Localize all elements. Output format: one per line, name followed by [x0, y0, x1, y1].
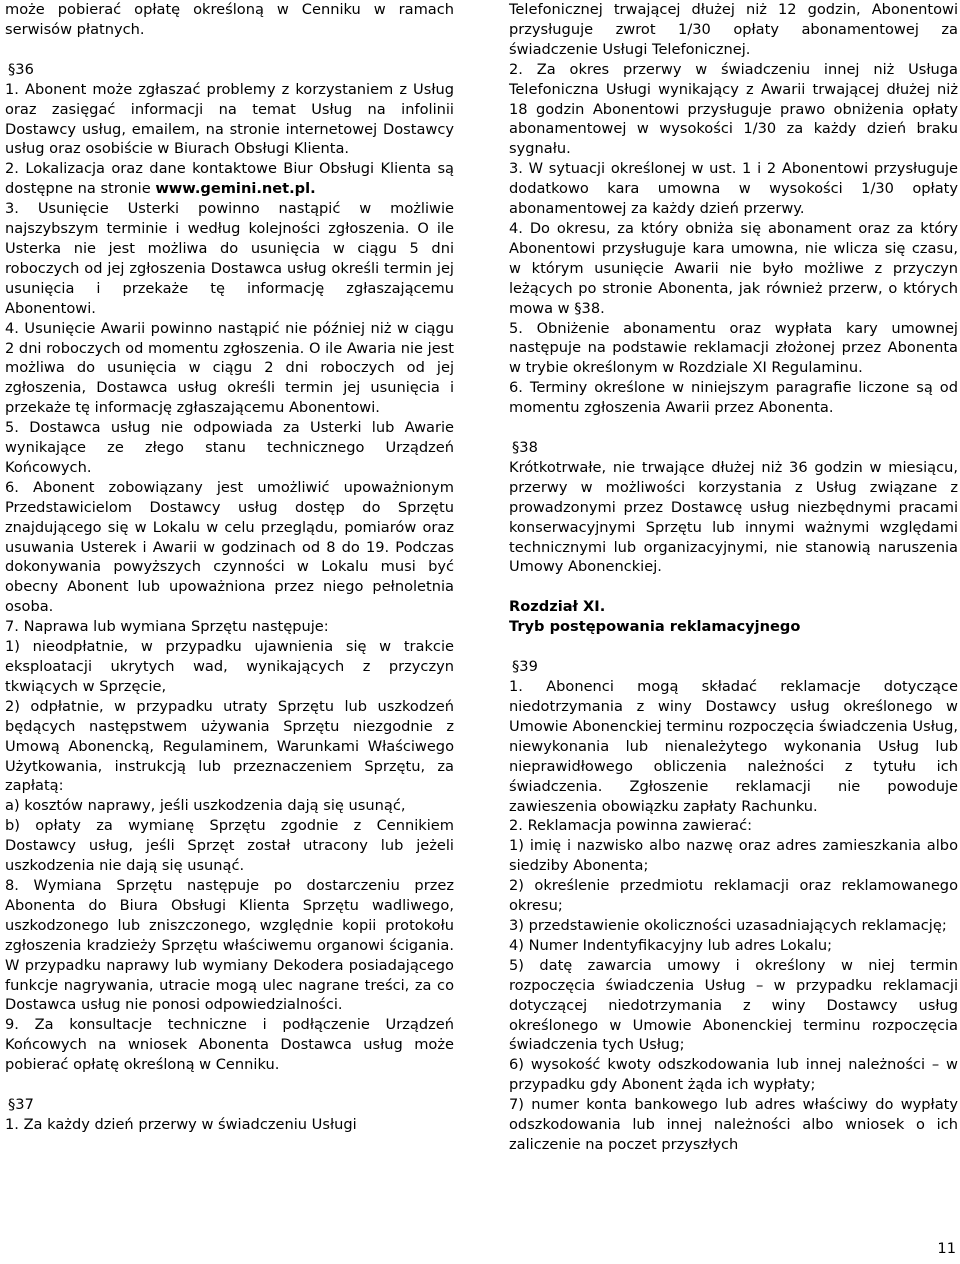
paragraph [509, 1055, 958, 1095]
paragraph [5, 0, 454, 40]
paragraph [509, 219, 958, 319]
paragraph [509, 0, 958, 60]
paragraph [5, 876, 454, 1015]
paragraph-text: 5) datę zawarcia umowy i określony w niej termin rozpoczęcia świadczenia Usług – w przypadku reklamacji dotyczącej niedotrzymania z winy Dostawcy usług określonego w Umowie Abonenckiej terminu rozpoczęcia świadczenia tych Usług; [509, 956, 958, 1054]
paragraph [509, 956, 958, 1056]
paragraph-text: 4. Usunięcie Awarii powinno nastąpić nie później niż w ciągu 2 dni roboczych od momentu zgłoszenia. O ile Awaria nie jest możliwa do usunięcia w ciągu 2 dni roboczych od jej zgłoszenia, Dostawca usług określi termin jej usunięcia i przekaże tę informację zgłaszającemu Abonentowi. [5, 319, 454, 417]
paragraph [509, 936, 958, 956]
paragraph [509, 876, 958, 916]
paragraph-text: 4) Numer Indentyfikacyjny lub adres Lokalu; [509, 936, 833, 954]
paragraph-text: 6. Terminy określone w niniejszym paragrafie liczone są od momentu zgłoszenia Awarii przez Abonenta. [509, 379, 958, 417]
paragraph-text: 1. Abonenci mogą składać reklamacje dotyczące niedotrzymania z winy Dostawcy usług określonego w Umowie Abonenckiej terminu rozpoczęcia świadczenia Usług, niewykonania lub nienależytego wykonania Usług lub nieprawidłowego obliczenia należności z tytułu ich świadczenia. Zgłoszenie reklamacji nie powoduje zawieszenia obowiązku zapłaty Rachunku. [509, 678, 958, 815]
paragraph-text: 9. Za konsultacje techniczne i podłączenie Urządzeń Końcowych na wniosek Abonenta Dostawca usług może pobierać opłatę określoną w Cenniku. [5, 1016, 454, 1074]
paragraph-spacer [509, 577, 958, 597]
paragraph [509, 458, 958, 577]
paragraph-text: 5. Obniżenie abonamentu oraz wypłata kary umownej następuje na podstawie reklamacji złożonej przez Abonenta w trybie określonym w Rozdziale XI Regulaminu. [509, 319, 958, 377]
chapter-title [509, 617, 958, 637]
paragraph-text: 6. Abonent zobowiązany jest umożliwić upoważnionym Przedstawicielom Dostawcy usług dostęp do Sprzętu znajdującego się w Lokalu w celu przeglądu, pomiarów oraz usuwania Usterek i Awarii w godzinach od 8 do 19. Podczas dokonywania powyższych czynności w Lokalu musi być obecny Abonent lub upoważniona przez niego pełnoletnia osoba. [5, 478, 454, 616]
paragraph-text: 2) odpłatnie, w przypadku utraty Sprzętu lub uszkodzeń będących następstwem używania Sprzętu niezgodnie z Umową Abonencką, Regulaminem, Warunkami Właściwego Użytkowania, instrukcją lub przeznaczeniem Sprzętu, za zapłatą: [5, 697, 454, 795]
paragraph-text: a) kosztów naprawy, jeśli uszkodzenia dają się usunąć, [5, 797, 406, 815]
paragraph-text: b) opłaty za wymianę Sprzętu zgodnie z Cennikiem Dostawcy usług, jeśli Sprzęt został utracony lub jeżeli uszkodzenia nie dają się usunąć. [5, 817, 454, 875]
paragraph-text: §36 [8, 60, 34, 78]
paragraph-spacer [5, 40, 454, 60]
paragraph-text: 1. Abonent może zgłaszać problemy z korzystaniem z Usług oraz zasięgać informacji na temat Usług na infolinii Dostawcy usług, emailem, na stronie internetowej Dostawcy usług oraz osobiście w Biurach Obsługi Klienta. [5, 80, 454, 158]
paragraph-text: 2) określenie przedmiotu reklamacji oraz reklamowanego okresu; [509, 877, 958, 915]
paragraph [5, 617, 454, 637]
paragraph-text: 3. W sytuacji określonej w ust. 1 i 2 Abonentowi przysługuje dodatkowo kara umowna w wysokości 1/30 opłaty abonamentowej za każdy dzień przerwy. [509, 160, 958, 218]
paragraph [5, 816, 454, 876]
bold-text: www.gemini.net.pl. [155, 180, 316, 198]
paragraph [5, 637, 454, 697]
chapter-title [509, 597, 958, 617]
paragraph-text: 1. Za każdy dzień przerwy w świadczeniu Usługi [5, 1115, 357, 1133]
left-column [5, 0, 454, 1135]
paragraph-spacer [509, 637, 958, 657]
paragraph-text: 2. Lokalizacja oraz dane kontaktowe Biur Obsługi Klienta są dostępne na stronie [5, 160, 454, 198]
paragraph [5, 159, 454, 199]
paragraph [5, 319, 454, 419]
paragraph-text: może pobierać opłatę określoną w Cenniku w ramach serwisów płatnych. [5, 1, 454, 38]
paragraph [509, 677, 958, 816]
paragraph [5, 1115, 454, 1135]
paragraph [5, 796, 454, 816]
paragraph [509, 378, 958, 418]
paragraph [5, 418, 454, 478]
paragraph [5, 1015, 454, 1075]
paragraph [509, 836, 958, 876]
paragraph [509, 916, 958, 936]
paragraph [509, 816, 958, 836]
section-heading [5, 60, 454, 80]
paragraph [5, 80, 454, 160]
paragraph-text: §38 [512, 439, 538, 457]
paragraph-text: 2. Za okres przerwy w świadczeniu innej niż Usługa Telefoniczna Usługi wynikający z Awarii trwającej dłużej niż 18 godzin Abonentowi przysługuje prawo obniżenia opłaty abonamentowej w wysokości 1/30 za każdy dzień braku sygnału. [509, 60, 958, 158]
paragraph-text: 7. Naprawa lub wymiana Sprzętu następuje: [5, 618, 329, 636]
paragraph [509, 159, 958, 219]
paragraph-text: §39 [512, 658, 538, 676]
paragraph [5, 697, 454, 797]
paragraph-text: 5. Dostawca usług nie odpowiada za Usterki lub Awarie wynikające ze złego stanu technicznego Urządzeń Końcowych. [5, 419, 454, 476]
paragraph-text: 7) numer konta bankowego lub adres właściwy do wypłaty odszkodowania lub innej należności albo wniosek o ich zaliczenie na poczet przyszłych [509, 1096, 958, 1153]
paragraph-text: Telefonicznej trwającej dłużej niż 12 godzin, Abonentowi przysługuje zwrot 1/30 opłaty abonamentowej za świadczenie Usługi Telefonicznej. [509, 1, 958, 58]
section-heading [5, 1095, 454, 1115]
paragraph [509, 319, 958, 379]
paragraph [509, 1095, 958, 1155]
section-heading [509, 657, 958, 677]
paragraph-text: §37 [8, 1096, 34, 1114]
paragraph [5, 199, 454, 318]
right-column [509, 0, 958, 1155]
paragraph [5, 478, 454, 617]
paragraph-text: 3) przedstawienie okoliczności uzasadniających reklamację; [509, 916, 947, 934]
paragraph-text: 1) imię i nazwisko albo nazwę oraz adres zamieszkania albo siedziby Abonenta; [509, 837, 958, 875]
bold-text: Tryb postępowania reklamacyjnego [509, 618, 801, 636]
paragraph-text: 3. Usunięcie Usterki powinno nastąpić w możliwie najszybszym terminie i według kolejności zgłoszenia. O ile Usterka nie jest możliwa do usunięcia w ciągu 5 dni roboczych od jej zgłoszenia Dostawca usług określi termin jej usunięcia i przekaże tę informację zgłaszającemu Abonentowi. [5, 200, 454, 317]
paragraph-spacer [509, 418, 958, 438]
paragraph-text: Krótkotrwałe, nie trwające dłużej niż 36 godzin w miesiącu, przerwy w możliwości korzystania z Usług związane z prowadzonymi przez Dostawcę usług niezbędnymi pracami konserwacyjnymi Sprzętu lub innymi ważnymi względami technicznymi lub organizacyjnymi, nie stanowią naruszenia Umowy Abonenckiej. [509, 458, 958, 576]
paragraph [509, 60, 958, 160]
paragraph-text: 2. Reklamacja powinna zawierać: [509, 817, 753, 835]
paragraph-spacer [5, 1075, 454, 1095]
paragraph-text: 1) nieodpłatnie, w przypadku ujawnienia się w trakcie eksploatacji ukrytych wad, wynikających z przyczyn tkwiących w Sprzęcie, [5, 638, 454, 695]
paragraph-text: 8. Wymiana Sprzętu następuje po dostarczeniu przez Abonenta do Biura Obsługi Klienta Sprzętu wadliwego, uszkodzonego lub zniszczonego, względnie kopii protokołu zgłoszenia kradzieży Sprzętu właściwemu organowi ścigania. W przypadku naprawy lub wymiany Dekodera posiadającego funkcje nagrywania, utracie mogą ulec nagrane treści, za co Dostawca usług nie ponosi odpowiedzialności. [5, 876, 454, 1014]
paragraph-text: 6) wysokość kwoty odszkodowania lub innej należności – w przypadku gdy Abonent żąda ich wypłaty; [509, 1056, 958, 1094]
bold-text: Rozdział XI. [509, 598, 606, 616]
section-heading [509, 438, 958, 458]
paragraph-text: 4. Do okresu, za który obniża się abonament oraz za który Abonentowi przysługuje kara umowna, nie wlicza się czasu, w którym usunięcie Awarii nie było możliwe z przyczyn leżących po stronie Abonenta, jak również przerw, o których mowa w §38. [509, 219, 958, 317]
page-number: 11 [937, 1240, 956, 1257]
